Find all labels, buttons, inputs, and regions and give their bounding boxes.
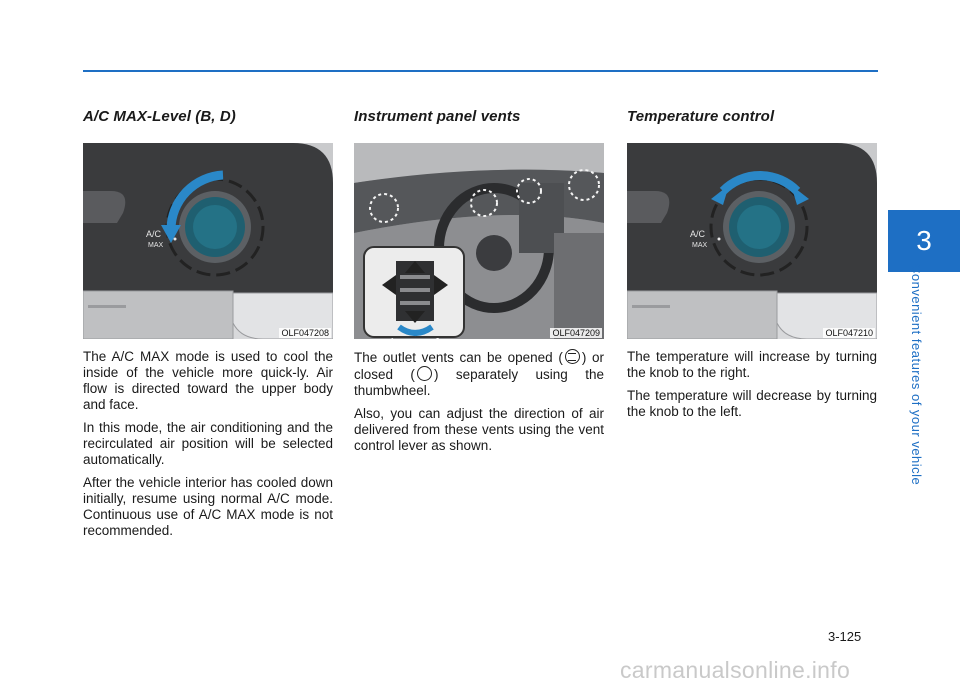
ac-label: A/C <box>146 229 162 239</box>
chapter-title: Convenient features of your vehicle <box>909 264 924 486</box>
figure-instrument-panel <box>354 143 604 339</box>
paragraph: In this mode, the air conditioning and the recirculated air position will be selected automatically. <box>83 420 333 467</box>
paragraph <box>354 349 604 399</box>
text-run: ) or closed ( <box>354 350 605 382</box>
figure-code: OLF047210 <box>825 328 873 338</box>
figure-code: OLF047209 <box>552 328 600 338</box>
max-label: MAX <box>692 242 708 249</box>
figure-ac-max-knob <box>83 143 333 339</box>
ac-label: A/C <box>690 229 706 239</box>
section-ac-max <box>83 108 333 539</box>
paragraph: The A/C MAX mode is used to cool the inside of the vehicle more quick-ly. Air flow is directed toward the upper body and face. <box>83 349 333 412</box>
figure-code: OLF047208 <box>281 328 329 338</box>
vent-open-icon <box>565 349 580 364</box>
top-rule <box>83 70 878 72</box>
section-temperature-control <box>627 108 877 420</box>
watermark[interactable]: carmanualsonline.info <box>620 657 851 683</box>
section-instrument-panel-vents <box>354 108 604 454</box>
text-run: ) separately using the thumbwheel. <box>354 367 604 398</box>
paragraph: The temperature will decrease by turning the knob to the left. <box>627 388 877 419</box>
page-number: 3-125 <box>828 629 862 644</box>
paragraph: Also, you can adjust the direction of air delivered from these vents using the vent control lever as shown. <box>354 406 604 453</box>
chapter-number-tab <box>888 210 960 272</box>
max-label: MAX <box>148 242 164 249</box>
figure-temperature-knob <box>627 143 877 339</box>
paragraph: After the vehicle interior has cooled down initially, resume using normal A/C mode. Continuous use of A/C MAX mode is not recommended. <box>83 475 333 538</box>
vent-closed-icon <box>417 366 432 381</box>
section-heading: A/C MAX-Level (B, D) <box>83 108 236 125</box>
chapter-number: 3 <box>916 225 932 256</box>
temperature-illustration <box>627 143 877 339</box>
section-heading: Temperature control <box>627 108 775 125</box>
ac-max-illustration <box>83 143 333 339</box>
text-run: The outlet vents can be opened ( <box>354 350 563 365</box>
dashboard-illustration <box>354 143 604 339</box>
paragraph: The temperature will increase by turning the knob to the right. <box>627 349 877 380</box>
section-heading: Instrument panel vents <box>354 108 521 125</box>
